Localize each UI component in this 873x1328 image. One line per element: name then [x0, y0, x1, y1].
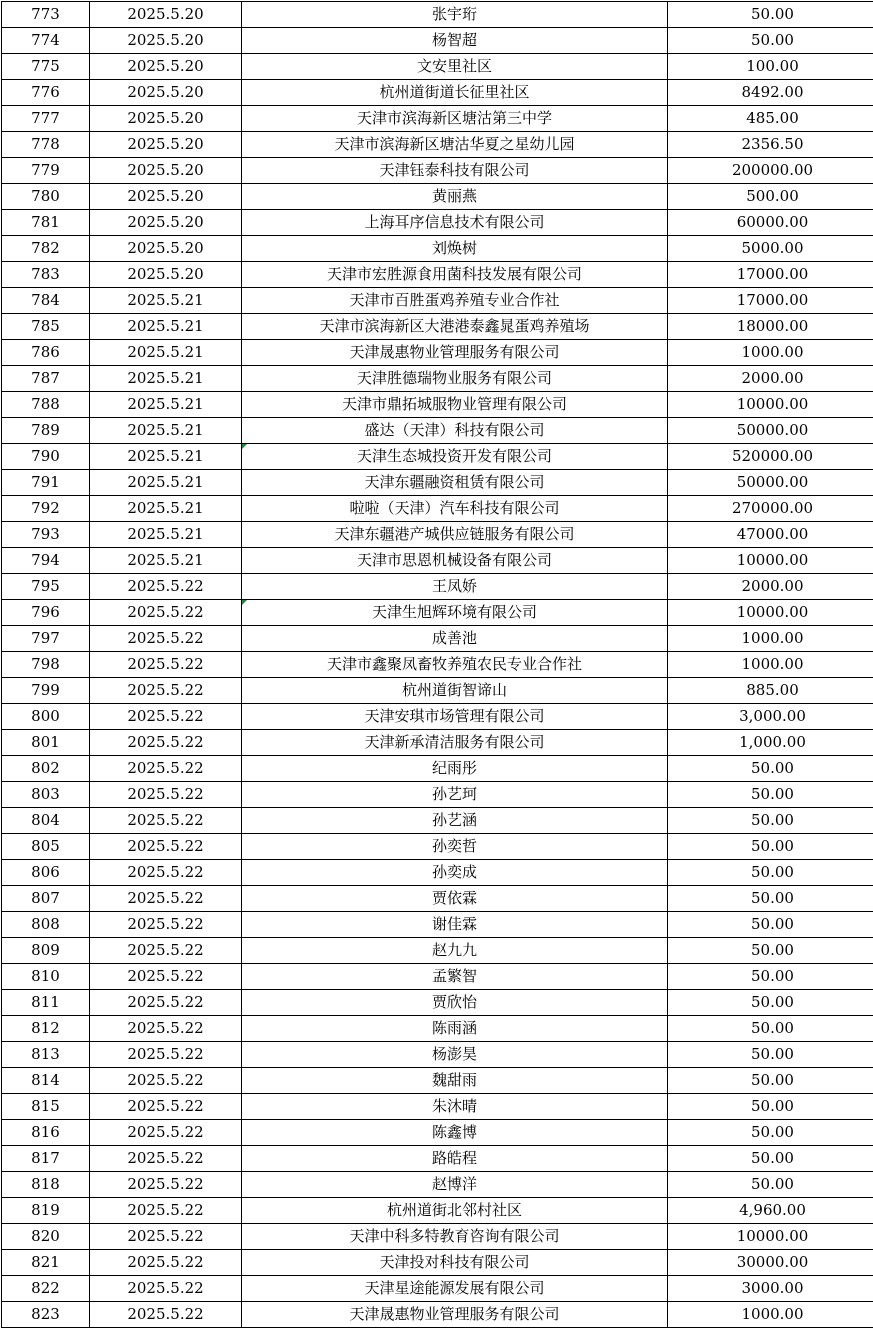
row-date-cell: 2025.5.20: [90, 262, 242, 288]
amount-cell: 3,000.00: [668, 704, 873, 730]
table-row: [2, 1172, 873, 1198]
amount-cell: 2000.00: [668, 574, 873, 600]
table-row: [2, 210, 873, 236]
row-number-cell: 814: [2, 1068, 90, 1094]
row-number-cell: 776: [2, 80, 90, 106]
donor-name-cell: 谢佳霖: [242, 912, 668, 938]
table-row: [2, 1198, 873, 1224]
row-date-cell: 2025.5.22: [90, 704, 242, 730]
donor-name-cell: 天津东疆港产城供应链服务有限公司: [242, 522, 668, 548]
row-date-cell: 2025.5.22: [90, 1198, 242, 1224]
table-row: [2, 1146, 873, 1172]
donor-name-cell: 路皓程: [242, 1146, 668, 1172]
row-number-cell: 790: [2, 444, 90, 470]
donor-name-cell: 杭州道街北邻村社区: [242, 1198, 668, 1224]
row-number-cell: 794: [2, 548, 90, 574]
amount-cell: 50.00: [668, 782, 873, 808]
amount-cell: 1000.00: [668, 1302, 873, 1328]
row-number-cell: 780: [2, 184, 90, 210]
row-number-cell: 822: [2, 1276, 90, 1302]
table-row: [2, 444, 873, 470]
row-number-cell: 797: [2, 626, 90, 652]
row-number-cell: 791: [2, 470, 90, 496]
table-row: [2, 860, 873, 886]
row-date-cell: 2025.5.21: [90, 366, 242, 392]
row-number-cell: 783: [2, 262, 90, 288]
amount-cell: 500.00: [668, 184, 873, 210]
table-row: [2, 2, 873, 28]
row-date-cell: 2025.5.22: [90, 756, 242, 782]
amount-cell: 3000.00: [668, 1276, 873, 1302]
donor-name-cell: 孙艺珂: [242, 782, 668, 808]
row-date-cell: 2025.5.21: [90, 288, 242, 314]
table-row: [2, 678, 873, 704]
donor-name-cell: 天津中科多特教育咨询有限公司: [242, 1224, 668, 1250]
donor-name-cell: 孙艺涵: [242, 808, 668, 834]
amount-cell: 50.00: [668, 756, 873, 782]
amount-cell: 50.00: [668, 2, 873, 28]
table-row: [2, 574, 873, 600]
donor-name-cell: 文安里社区: [242, 54, 668, 80]
row-number-cell: 788: [2, 392, 90, 418]
amount-cell: 1,000.00: [668, 730, 873, 756]
amount-cell: 50.00: [668, 1146, 873, 1172]
table-row: [2, 652, 873, 678]
row-date-cell: 2025.5.21: [90, 496, 242, 522]
row-date-cell: 2025.5.22: [90, 1068, 242, 1094]
table-row: [2, 80, 873, 106]
row-number-cell: 800: [2, 704, 90, 730]
donor-name-cell: 黄丽燕: [242, 184, 668, 210]
donor-name-cell: 朱沐晴: [242, 1094, 668, 1120]
row-number-cell: 812: [2, 1016, 90, 1042]
table-row: [2, 964, 873, 990]
row-date-cell: 2025.5.22: [90, 678, 242, 704]
row-number-cell: 774: [2, 28, 90, 54]
row-date-cell: 2025.5.22: [90, 808, 242, 834]
row-date-cell: 2025.5.20: [90, 184, 242, 210]
donor-name-cell: 成善池: [242, 626, 668, 652]
amount-cell: 4,960.00: [668, 1198, 873, 1224]
donor-name-cell: 天津市思恩机械设备有限公司: [242, 548, 668, 574]
amount-cell: 18000.00: [668, 314, 873, 340]
row-date-cell: 2025.5.21: [90, 314, 242, 340]
row-number-cell: 785: [2, 314, 90, 340]
row-date-cell: 2025.5.20: [90, 158, 242, 184]
amount-cell: 50.00: [668, 1094, 873, 1120]
donor-name-cell: 天津市百胜蛋鸡养殖专业合作社: [242, 288, 668, 314]
row-number-cell: 808: [2, 912, 90, 938]
amount-cell: 10000.00: [668, 392, 873, 418]
amount-cell: 50.00: [668, 860, 873, 886]
donor-name-cell: 天津市宏胜源食用菌科技发展有限公司: [242, 262, 668, 288]
donor-name-cell: 纪雨彤: [242, 756, 668, 782]
amount-cell: 8492.00: [668, 80, 873, 106]
donor-name-cell: 天津安琪市场管理有限公司: [242, 704, 668, 730]
amount-cell: 50.00: [668, 834, 873, 860]
donor-name-cell: 天津市滨海新区大港港泰鑫晁蛋鸡养殖场: [242, 314, 668, 340]
row-number-cell: 809: [2, 938, 90, 964]
amount-cell: 885.00: [668, 678, 873, 704]
row-number-cell: 820: [2, 1224, 90, 1250]
table-row: [2, 392, 873, 418]
row-number-cell: 807: [2, 886, 90, 912]
row-date-cell: 2025.5.20: [90, 106, 242, 132]
row-number-cell: 810: [2, 964, 90, 990]
row-date-cell: 2025.5.21: [90, 522, 242, 548]
amount-cell: 50.00: [668, 886, 873, 912]
table-row: [2, 1120, 873, 1146]
row-date-cell: 2025.5.22: [90, 574, 242, 600]
row-date-cell: 2025.5.22: [90, 626, 242, 652]
row-number-cell: 817: [2, 1146, 90, 1172]
row-number-cell: 806: [2, 860, 90, 886]
amount-cell: 10000.00: [668, 600, 873, 626]
row-date-cell: 2025.5.20: [90, 236, 242, 262]
row-date-cell: 2025.5.21: [90, 340, 242, 366]
table-row: [2, 600, 873, 626]
table-row: [2, 132, 873, 158]
row-number-cell: 775: [2, 54, 90, 80]
table-row: [2, 548, 873, 574]
row-date-cell: 2025.5.20: [90, 28, 242, 54]
amount-cell: 50.00: [668, 964, 873, 990]
row-number-cell: 799: [2, 678, 90, 704]
ledger-body: [2, 2, 873, 1328]
amount-cell: 485.00: [668, 106, 873, 132]
amount-cell: 50.00: [668, 1172, 873, 1198]
donor-name-cell: 天津新承清洁服务有限公司: [242, 730, 668, 756]
row-date-cell: 2025.5.22: [90, 1094, 242, 1120]
donor-name-cell: 天津生态城投资开发有限公司: [242, 444, 668, 470]
table-row: [2, 496, 873, 522]
amount-cell: 30000.00: [668, 1250, 873, 1276]
amount-cell: 50.00: [668, 1068, 873, 1094]
donor-name-cell: 陈鑫博: [242, 1120, 668, 1146]
table-row: [2, 704, 873, 730]
row-number-cell: 803: [2, 782, 90, 808]
row-number-cell: 823: [2, 1302, 90, 1328]
donor-name-cell: 魏甜雨: [242, 1068, 668, 1094]
amount-cell: 50.00: [668, 938, 873, 964]
row-date-cell: 2025.5.22: [90, 1042, 242, 1068]
row-number-cell: 821: [2, 1250, 90, 1276]
amount-cell: 17000.00: [668, 288, 873, 314]
row-number-cell: 792: [2, 496, 90, 522]
amount-cell: 1000.00: [668, 626, 873, 652]
donor-name-cell: 杨智超: [242, 28, 668, 54]
row-date-cell: 2025.5.21: [90, 548, 242, 574]
amount-cell: 10000.00: [668, 1224, 873, 1250]
table-row: [2, 1068, 873, 1094]
amount-cell: 10000.00: [668, 548, 873, 574]
donor-name-cell: 天津市鑫聚凤畜牧养殖农民专业合作社: [242, 652, 668, 678]
row-date-cell: 2025.5.22: [90, 886, 242, 912]
table-row: [2, 730, 873, 756]
table-row: [2, 106, 873, 132]
donor-name-cell: 杭州道街道长征里社区: [242, 80, 668, 106]
row-number-cell: 789: [2, 418, 90, 444]
table-row: [2, 54, 873, 80]
row-date-cell: 2025.5.20: [90, 132, 242, 158]
row-date-cell: 2025.5.22: [90, 600, 242, 626]
table-row: [2, 1250, 873, 1276]
row-number-cell: 786: [2, 340, 90, 366]
donor-name-cell: 天津晟惠物业管理服务有限公司: [242, 1302, 668, 1328]
row-date-cell: 2025.5.20: [90, 2, 242, 28]
row-date-cell: 2025.5.21: [90, 470, 242, 496]
table-row: [2, 262, 873, 288]
donor-name-cell: 孙奕哲: [242, 834, 668, 860]
table-row: [2, 1042, 873, 1068]
donor-name-cell: 啦啦（天津）汽车科技有限公司: [242, 496, 668, 522]
amount-cell: 200000.00: [668, 158, 873, 184]
donor-name-cell: 刘焕树: [242, 236, 668, 262]
row-number-cell: 815: [2, 1094, 90, 1120]
donor-name-cell: 贾依霖: [242, 886, 668, 912]
table-row: [2, 288, 873, 314]
row-number-cell: 813: [2, 1042, 90, 1068]
row-date-cell: 2025.5.21: [90, 392, 242, 418]
row-number-cell: 796: [2, 600, 90, 626]
amount-cell: 60000.00: [668, 210, 873, 236]
row-number-cell: 795: [2, 574, 90, 600]
table-row: [2, 912, 873, 938]
donor-name-cell: 陈雨涵: [242, 1016, 668, 1042]
donor-name-cell: 盛达（天津）科技有限公司: [242, 418, 668, 444]
amount-cell: 1000.00: [668, 340, 873, 366]
table-row: [2, 834, 873, 860]
row-number-cell: 777: [2, 106, 90, 132]
row-date-cell: 2025.5.22: [90, 964, 242, 990]
row-number-cell: 784: [2, 288, 90, 314]
table-row: [2, 990, 873, 1016]
row-date-cell: 2025.5.22: [90, 990, 242, 1016]
row-number-cell: 787: [2, 366, 90, 392]
row-number-cell: 793: [2, 522, 90, 548]
amount-cell: 50.00: [668, 1042, 873, 1068]
table-row: [2, 808, 873, 834]
table-row: [2, 340, 873, 366]
table-row: [2, 1276, 873, 1302]
table-row: [2, 28, 873, 54]
row-date-cell: 2025.5.22: [90, 1276, 242, 1302]
amount-cell: 520000.00: [668, 444, 873, 470]
amount-cell: 2000.00: [668, 366, 873, 392]
donor-name-cell: 贾欣怡: [242, 990, 668, 1016]
row-date-cell: 2025.5.22: [90, 652, 242, 678]
amount-cell: 1000.00: [668, 652, 873, 678]
row-number-cell: 798: [2, 652, 90, 678]
row-date-cell: 2025.5.22: [90, 938, 242, 964]
donor-name-cell: 天津东疆融资租赁有限公司: [242, 470, 668, 496]
table-row: [2, 1302, 873, 1328]
table-row: [2, 158, 873, 184]
row-date-cell: 2025.5.22: [90, 1016, 242, 1042]
row-number-cell: 801: [2, 730, 90, 756]
table-row: [2, 938, 873, 964]
amount-cell: 5000.00: [668, 236, 873, 262]
row-date-cell: 2025.5.22: [90, 730, 242, 756]
donor-name-cell: 天津星途能源发展有限公司: [242, 1276, 668, 1302]
amount-cell: 50.00: [668, 28, 873, 54]
donor-name-cell: 上海耳序信息技术有限公司: [242, 210, 668, 236]
table-row: [2, 184, 873, 210]
row-date-cell: 2025.5.22: [90, 1302, 242, 1328]
donor-name-cell: 天津胜德瑞物业服务有限公司: [242, 366, 668, 392]
row-number-cell: 781: [2, 210, 90, 236]
row-number-cell: 802: [2, 756, 90, 782]
amount-cell: 50.00: [668, 990, 873, 1016]
table-row: [2, 1224, 873, 1250]
row-number-cell: 805: [2, 834, 90, 860]
row-date-cell: 2025.5.22: [90, 782, 242, 808]
row-date-cell: 2025.5.22: [90, 860, 242, 886]
donor-name-cell: 天津晟惠物业管理服务有限公司: [242, 340, 668, 366]
table-row: [2, 1094, 873, 1120]
table-row: [2, 366, 873, 392]
table-row: [2, 418, 873, 444]
donor-name-cell: 天津投对科技有限公司: [242, 1250, 668, 1276]
amount-cell: 270000.00: [668, 496, 873, 522]
donor-name-cell: 孙奕成: [242, 860, 668, 886]
row-date-cell: 2025.5.22: [90, 1146, 242, 1172]
amount-cell: 50000.00: [668, 418, 873, 444]
donor-name-cell: 孟繁智: [242, 964, 668, 990]
table-row: [2, 314, 873, 340]
row-date-cell: 2025.5.21: [90, 444, 242, 470]
row-number-cell: 773: [2, 2, 90, 28]
row-date-cell: 2025.5.20: [90, 210, 242, 236]
donor-name-cell: 天津市滨海新区塘沽第三中学: [242, 106, 668, 132]
donor-name-cell: 天津市滨海新区塘沽华夏之星幼儿园: [242, 132, 668, 158]
amount-cell: 50.00: [668, 912, 873, 938]
table-row: [2, 1016, 873, 1042]
table-row: [2, 756, 873, 782]
amount-cell: 50.00: [668, 808, 873, 834]
table-row: [2, 470, 873, 496]
row-number-cell: 818: [2, 1172, 90, 1198]
row-date-cell: 2025.5.22: [90, 912, 242, 938]
row-date-cell: 2025.5.20: [90, 80, 242, 106]
table-row: [2, 782, 873, 808]
row-number-cell: 782: [2, 236, 90, 262]
row-number-cell: 811: [2, 990, 90, 1016]
donor-name-cell: 赵博洋: [242, 1172, 668, 1198]
table-row: [2, 522, 873, 548]
row-date-cell: 2025.5.22: [90, 1120, 242, 1146]
amount-cell: 17000.00: [668, 262, 873, 288]
donor-name-cell: 天津钰泰科技有限公司: [242, 158, 668, 184]
row-number-cell: 819: [2, 1198, 90, 1224]
donor-name-cell: 张宇珩: [242, 2, 668, 28]
table-row: [2, 626, 873, 652]
donor-name-cell: 天津生旭辉环境有限公司: [242, 600, 668, 626]
row-number-cell: 816: [2, 1120, 90, 1146]
donation-ledger-table: [1, 1, 873, 1328]
donor-name-cell: 天津市鼎拓城服物业管理有限公司: [242, 392, 668, 418]
row-number-cell: 804: [2, 808, 90, 834]
table-row: [2, 886, 873, 912]
row-number-cell: 778: [2, 132, 90, 158]
table-row: [2, 236, 873, 262]
amount-cell: 47000.00: [668, 522, 873, 548]
row-date-cell: 2025.5.22: [90, 1172, 242, 1198]
amount-cell: 50.00: [668, 1120, 873, 1146]
row-date-cell: 2025.5.22: [90, 834, 242, 860]
donor-name-cell: 杨澎昊: [242, 1042, 668, 1068]
donor-name-cell: 杭州道街智谛山: [242, 678, 668, 704]
donor-name-cell: 赵九九: [242, 938, 668, 964]
amount-cell: 100.00: [668, 54, 873, 80]
amount-cell: 50000.00: [668, 470, 873, 496]
amount-cell: 50.00: [668, 1016, 873, 1042]
row-number-cell: 779: [2, 158, 90, 184]
row-date-cell: 2025.5.22: [90, 1250, 242, 1276]
row-date-cell: 2025.5.21: [90, 418, 242, 444]
row-date-cell: 2025.5.20: [90, 54, 242, 80]
amount-cell: 2356.50: [668, 132, 873, 158]
row-date-cell: 2025.5.22: [90, 1224, 242, 1250]
donor-name-cell: 王凤娇: [242, 574, 668, 600]
